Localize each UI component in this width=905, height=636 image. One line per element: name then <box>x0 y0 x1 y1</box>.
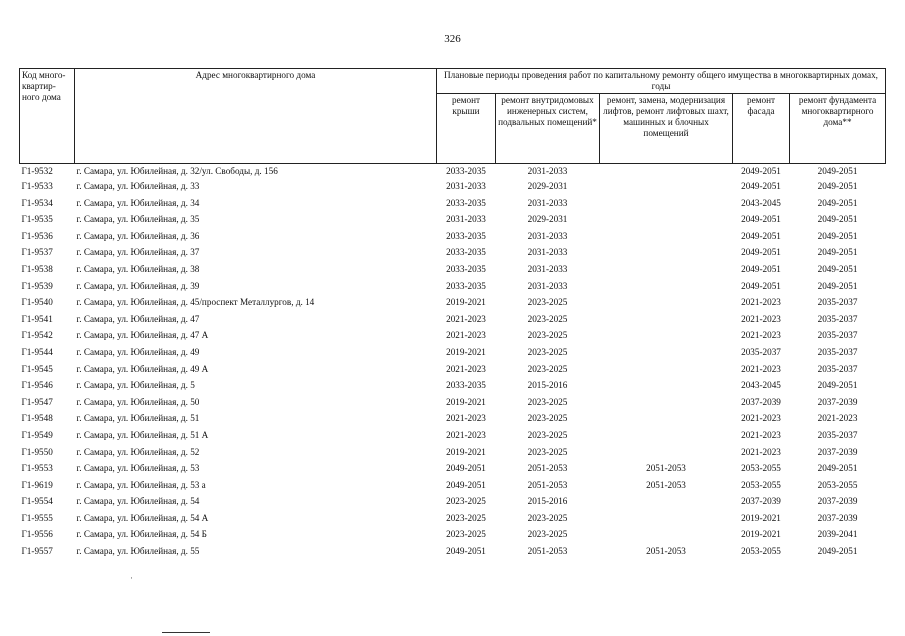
row-address: г. Самара, ул. Юбилейная, д. 49 А <box>76 363 209 374</box>
row-systems: 2051-2053 <box>527 463 568 474</box>
table-row <box>20 444 886 461</box>
row-code: Г1-9555 <box>21 512 53 523</box>
header-address: Адрес многоквартирного дома <box>75 69 437 164</box>
table-row <box>20 344 886 361</box>
row-roof: 2019-2021 <box>446 446 486 457</box>
row-systems: 2051-2053 <box>527 479 568 490</box>
row-code: Г1-9536 <box>21 230 53 241</box>
row-code: Г1-9534 <box>21 197 53 208</box>
footnote-rule <box>162 632 210 633</box>
row-elevators <box>600 211 733 228</box>
row-systems: 2051-2053 <box>527 546 568 557</box>
row-code: Г1-9557 <box>21 546 53 557</box>
table-row <box>20 327 886 344</box>
row-elevators <box>600 361 733 378</box>
table-row <box>20 261 886 278</box>
table-row <box>20 377 886 394</box>
row-code: Г1-9550 <box>21 446 53 457</box>
row-systems: 2015-2016 <box>527 496 568 507</box>
row-foundation: 2053-2055 <box>817 479 858 490</box>
row-elevators <box>600 493 733 510</box>
table-row <box>20 510 886 527</box>
row-systems: 2023-2025 <box>527 529 568 540</box>
table-row <box>20 493 886 510</box>
row-foundation: 2035-2037 <box>817 297 858 308</box>
table-row <box>20 211 886 228</box>
row-systems: 2023-2025 <box>527 346 568 357</box>
row-address: г. Самара, ул. Юбилейная, д. 38 <box>76 263 200 274</box>
row-roof: 2021-2023 <box>446 429 486 440</box>
row-address: г. Самара, ул. Юбилейная, д. 52 <box>76 446 200 457</box>
row-foundation: 2035-2037 <box>817 429 858 440</box>
row-address: г. Самара, ул. Юбилейная, д. 32/ул. Свободы, д. 156 <box>76 166 278 176</box>
row-facade: 2053-2055 <box>741 479 781 490</box>
row-code: Г1-9545 <box>21 363 53 374</box>
table-row <box>20 410 886 427</box>
row-systems: 2031-2033 <box>527 263 568 274</box>
header-periods: Плановые периоды проведения работ по капитальному ремонту общего имущества в многоквартирных домах, годы <box>437 69 886 94</box>
row-code: Г1-9553 <box>21 463 53 474</box>
row-roof: 2033-2035 <box>446 166 486 176</box>
row-systems: 2023-2025 <box>527 413 568 424</box>
table-row <box>20 278 886 295</box>
row-address: г. Самара, ул. Юбилейная, д. 55 <box>76 546 200 557</box>
row-facade: 2037-2039 <box>741 496 781 507</box>
row-systems: 2031-2033 <box>527 197 568 208</box>
row-systems: 2023-2025 <box>527 363 568 374</box>
row-roof: 2019-2021 <box>446 346 486 357</box>
row-facade: 2021-2023 <box>741 363 781 374</box>
row-facade: 2019-2021 <box>741 512 781 523</box>
header-facade: ремонт фасада <box>733 94 790 164</box>
row-systems: 2029-2031 <box>527 214 568 225</box>
row-code: Г1-9542 <box>21 330 53 341</box>
row-foundation: 2049-2051 <box>817 380 858 391</box>
row-foundation: 2035-2037 <box>817 313 858 324</box>
row-address: г. Самара, ул. Юбилейная, д. 34 <box>76 197 200 208</box>
row-roof: 2021-2023 <box>446 413 486 424</box>
row-facade: 2021-2023 <box>741 413 781 424</box>
table-row <box>20 460 886 477</box>
row-systems: 2015-2016 <box>527 380 568 391</box>
row-address: г. Самара, ул. Юбилейная, д. 54 <box>76 496 200 507</box>
row-elevators: 2051-2053 <box>646 463 686 474</box>
row-roof: 2049-2051 <box>446 479 486 490</box>
row-systems: 2023-2025 <box>527 313 568 324</box>
row-address: г. Самара, ул. Юбилейная, д. 53 а <box>76 479 206 490</box>
table-row <box>20 361 886 378</box>
row-foundation: 2037-2039 <box>817 512 858 523</box>
row-systems: 2023-2025 <box>527 330 568 341</box>
row-elevators: 2051-2053 <box>646 546 686 557</box>
row-facade: 2021-2023 <box>741 297 781 308</box>
row-address: г. Самара, ул. Юбилейная, д. 51 <box>76 413 200 424</box>
row-elevators <box>600 228 733 245</box>
row-code: Г1-9540 <box>21 297 53 308</box>
row-elevators <box>600 410 733 427</box>
row-code: Г1-9532 <box>21 166 53 176</box>
row-elevators <box>600 526 733 543</box>
table-row <box>20 195 886 212</box>
table-row <box>20 526 886 543</box>
row-address: г. Самара, ул. Юбилейная, д. 39 <box>76 280 200 291</box>
row-roof: 2023-2025 <box>446 512 486 523</box>
row-foundation: 2035-2037 <box>817 330 858 341</box>
row-elevators <box>600 294 733 311</box>
header-roof: ремонт крыши <box>437 94 496 164</box>
row-address: г. Самара, ул. Юбилейная, д. 49 <box>76 346 200 357</box>
header-code: Код много-квартир-ного дома <box>20 69 75 164</box>
row-elevators <box>600 261 733 278</box>
table-row <box>20 244 886 261</box>
row-systems: 2023-2025 <box>527 512 568 523</box>
table-row <box>20 427 886 444</box>
table-row <box>20 543 886 560</box>
row-address: г. Самара, ул. Юбилейная, д. 33 <box>76 181 200 191</box>
row-facade: 2043-2045 <box>741 380 781 391</box>
table-row <box>20 294 886 311</box>
row-code: Г1-9547 <box>21 396 53 407</box>
row-code: Г1-9548 <box>21 413 53 424</box>
row-roof: 2033-2035 <box>446 230 486 241</box>
row-elevators <box>600 327 733 344</box>
row-code: Г1-9533 <box>21 181 53 191</box>
row-facade: 2049-2051 <box>741 181 781 191</box>
row-address: г. Самара, ул. Юбилейная, д. 51 А <box>76 429 209 440</box>
row-roof: 2033-2035 <box>446 263 486 274</box>
row-code: Г1-9537 <box>21 247 53 258</box>
row-foundation: 2049-2051 <box>817 247 858 258</box>
row-elevators <box>600 164 733 179</box>
row-facade: 2021-2023 <box>741 446 781 457</box>
row-elevators <box>600 510 733 527</box>
row-roof: 2033-2035 <box>446 197 486 208</box>
row-facade: 2049-2051 <box>741 230 781 241</box>
row-systems: 2031-2033 <box>527 280 568 291</box>
row-facade: 2049-2051 <box>741 166 781 176</box>
row-facade: 2049-2051 <box>741 263 781 274</box>
row-roof: 2031-2033 <box>446 214 486 225</box>
row-systems: 2031-2033 <box>527 247 568 258</box>
row-facade: 2019-2021 <box>741 529 781 540</box>
row-facade: 2035-2037 <box>741 346 781 357</box>
row-code: Г1-9538 <box>21 263 53 274</box>
row-code: Г1-9619 <box>21 479 53 490</box>
row-foundation: 2049-2051 <box>817 280 858 291</box>
row-roof: 2023-2025 <box>446 529 486 540</box>
row-address: г. Самара, ул. Юбилейная, д. 45/проспект Металлургов, д. 14 <box>76 297 315 308</box>
row-roof: 2021-2023 <box>446 330 486 341</box>
header-foundation: ремонт фундамента многоквартирного дома** <box>790 94 886 164</box>
row-roof: 2019-2021 <box>446 396 486 407</box>
row-roof: 2021-2023 <box>446 363 486 374</box>
table-row <box>20 178 886 195</box>
row-foundation: 2049-2051 <box>817 263 858 274</box>
row-roof: 2033-2035 <box>446 247 486 258</box>
row-roof: 2023-2025 <box>446 496 486 507</box>
row-foundation: 2037-2039 <box>817 496 858 507</box>
row-foundation: 2049-2051 <box>817 197 858 208</box>
row-roof: 2021-2023 <box>446 313 486 324</box>
row-code: Г1-9556 <box>21 529 53 540</box>
row-address: г. Самара, ул. Юбилейная, д. 54 А <box>76 512 209 523</box>
row-elevators <box>600 394 733 411</box>
row-elevators <box>600 427 733 444</box>
row-systems: 2029-2031 <box>527 181 568 191</box>
row-elevators <box>600 344 733 361</box>
row-foundation: 2035-2037 <box>817 363 858 374</box>
row-address: г. Самара, ул. Юбилейная, д. 35 <box>76 214 200 225</box>
row-roof: 2033-2035 <box>446 380 486 391</box>
row-roof: 2049-2051 <box>446 463 486 474</box>
row-elevators <box>600 178 733 195</box>
row-address: г. Самара, ул. Юбилейная, д. 47 <box>76 313 200 324</box>
row-systems: 2031-2033 <box>527 166 568 176</box>
row-foundation: 2049-2051 <box>817 463 858 474</box>
row-foundation: 2049-2051 <box>817 546 858 557</box>
row-address: г. Самара, ул. Юбилейная, д. 37 <box>76 247 200 258</box>
row-code: Г1-9535 <box>21 214 53 225</box>
capital-repair-schedule-table <box>19 68 886 560</box>
row-roof: 2033-2035 <box>446 280 486 291</box>
row-systems: 2023-2025 <box>527 446 568 457</box>
row-address: г. Самара, ул. Юбилейная, д. 54 Б <box>76 529 207 540</box>
row-foundation: 2049-2051 <box>817 181 858 191</box>
row-elevators <box>600 311 733 328</box>
row-facade: 2021-2023 <box>741 313 781 324</box>
row-foundation: 2021-2023 <box>817 413 858 424</box>
row-elevators <box>600 244 733 261</box>
row-systems: 2023-2025 <box>527 429 568 440</box>
row-address: г. Самара, ул. Юбилейная, д. 36 <box>76 230 200 241</box>
row-facade: 2053-2055 <box>741 546 781 557</box>
table-row <box>20 394 886 411</box>
row-code: Г1-9546 <box>21 380 53 391</box>
table-row <box>20 164 886 179</box>
row-facade: 2021-2023 <box>741 330 781 341</box>
row-elevators <box>600 444 733 461</box>
row-roof: 2049-2051 <box>446 546 486 557</box>
row-roof: 2031-2033 <box>446 181 486 191</box>
table-row <box>20 228 886 245</box>
row-systems: 2023-2025 <box>527 297 568 308</box>
row-code: Г1-9544 <box>21 346 53 357</box>
row-facade: 2043-2045 <box>741 197 781 208</box>
page-number: 326 <box>444 33 461 45</box>
row-foundation: 2037-2039 <box>817 396 858 407</box>
row-systems: 2023-2025 <box>527 396 568 407</box>
row-facade: 2053-2055 <box>741 463 781 474</box>
row-elevators <box>600 278 733 295</box>
scan-speck: · <box>130 573 133 583</box>
row-elevators <box>600 195 733 212</box>
row-facade: 2049-2051 <box>741 214 781 225</box>
row-elevators <box>600 377 733 394</box>
row-foundation: 2049-2051 <box>817 166 858 176</box>
header-elevators: ремонт, замена, модернизация лифтов, ремонт лифтовых шахт, машинных и блочных помещений <box>600 94 733 164</box>
row-facade: 2049-2051 <box>741 247 781 258</box>
row-code: Г1-9541 <box>21 313 53 324</box>
row-foundation: 2039-2041 <box>817 529 858 540</box>
row-code: Г1-9539 <box>21 280 53 291</box>
row-roof: 2019-2021 <box>446 297 486 308</box>
row-elevators: 2051-2053 <box>646 479 686 490</box>
row-systems: 2031-2033 <box>527 230 568 241</box>
row-facade: 2021-2023 <box>741 429 781 440</box>
row-address: г. Самара, ул. Юбилейная, д. 53 <box>76 463 200 474</box>
row-facade: 2037-2039 <box>741 396 781 407</box>
row-foundation: 2035-2037 <box>817 346 858 357</box>
row-address: г. Самара, ул. Юбилейная, д. 50 <box>76 396 200 407</box>
row-code: Г1-9554 <box>21 496 53 507</box>
header-systems: ремонт внутридомовых инженерных систем, подвальных помещений* <box>496 94 600 164</box>
row-facade: 2049-2051 <box>741 280 781 291</box>
table-body <box>20 164 886 560</box>
row-address: г. Самара, ул. Юбилейная, д. 47 А <box>76 330 209 341</box>
row-foundation: 2037-2039 <box>817 446 858 457</box>
row-foundation: 2049-2051 <box>817 230 858 241</box>
row-address: г. Самара, ул. Юбилейная, д. 5 <box>76 380 195 391</box>
table-row <box>20 311 886 328</box>
row-code: Г1-9549 <box>21 429 53 440</box>
table-row <box>20 477 886 494</box>
row-foundation: 2049-2051 <box>817 214 858 225</box>
